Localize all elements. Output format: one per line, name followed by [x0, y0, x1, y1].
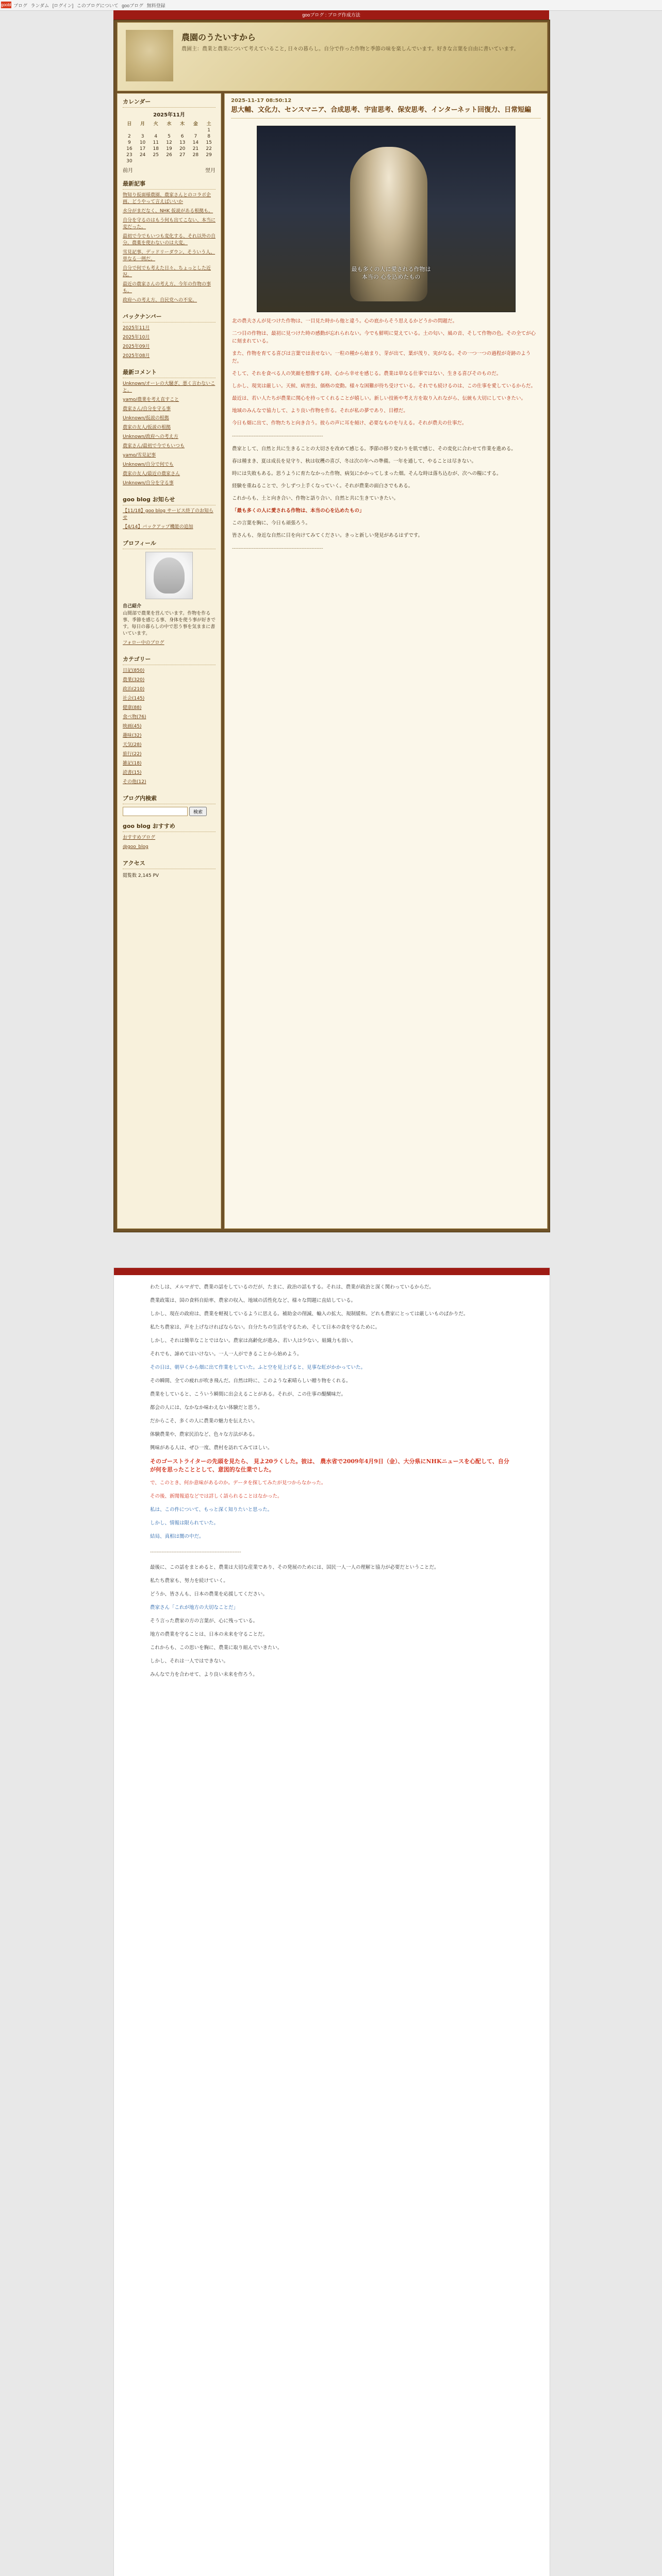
post-paragraph: 春は種まき、夏は成長を見守り、秋は収穫の喜び、冬は次の年への準備。一年を通して、やることは尽きない。: [232, 459, 477, 464]
continued-post-section: [113, 1267, 550, 2576]
access-section: [118, 855, 221, 880]
category-link[interactable]: 日記(850): [123, 668, 145, 673]
photo-caption-line2: 本当の 心を込めたもの: [361, 274, 421, 280]
post-paragraph: 結局、真相は闇の中だ。: [150, 1534, 204, 1539]
cal-day[interactable]: 27: [179, 152, 186, 158]
cal-day-header: 水: [167, 122, 172, 127]
comment-link[interactable]: Unknown/仮説の根拠: [123, 416, 169, 421]
post-paragraph: 農家として、自然と共に生きることの大切さを改めて感じる。季節の移り変わりを肌で感じ、その変化に合わせて作業を進める。: [232, 446, 516, 452]
cal-day[interactable]: 25: [153, 152, 159, 158]
post-highlight: その日は、朝早くから畑に出て作業をしていた。ふと空を見上げると、見事な虹がかかっていた。: [150, 1365, 366, 1370]
cal-day[interactable]: 28: [192, 152, 199, 158]
post-paragraph: 興味がある人は、ぜひ一度、農村を訪れてみてほしい。: [150, 1445, 273, 1451]
category-link[interactable]: 政治(210): [123, 687, 145, 692]
goo-recommend-link[interactable]: おすすめブログ: [123, 835, 156, 840]
section-topbar: [114, 1268, 550, 1275]
category-link[interactable]: 農業(320): [123, 677, 145, 683]
profile-header: プロフィール: [123, 539, 216, 549]
comment-link[interactable]: Unknown/自分を守る事: [123, 481, 174, 486]
category-link[interactable]: 天気(28): [123, 742, 142, 748]
comment-link[interactable]: Unknown/政府への考え方: [123, 434, 178, 439]
cal-day[interactable]: 26: [166, 152, 172, 158]
notice-link[interactable]: 【4/14】バックアップ機能の追加: [123, 524, 193, 530]
photo-caption: [345, 265, 438, 281]
main-content: [224, 93, 548, 1229]
cal-day[interactable]: 5: [168, 134, 171, 139]
post-paragraph: しかし、現実は厳しい。天候、病害虫、価格の変動。様々な困難が待ち受けている。それでも続けるのは、この仕事を愛しているからだ。: [232, 383, 536, 389]
avatar: [154, 557, 185, 594]
post-paragraph: しかし、現在の政府は、農業を軽視しているように思える。補助金の削減、輸入の拡大、規制緩和。どれも農家にとっては厳しいものばかりだ。: [150, 1311, 469, 1317]
post-paragraph: また、作物を育てる喜びは言葉では表せない。一粒の種から始まり、芽が出て、葉が茂り、実がなる。その一つ一つの過程が奇跡のようだ。: [232, 351, 531, 364]
notice-section: [118, 492, 221, 535]
service-notice-bar[interactable]: gooブログ : ブログ作成方法: [113, 10, 549, 20]
category-section: [118, 651, 221, 790]
goo-logo[interactable]: gooblog: [1, 3, 16, 7]
calendar-table: [123, 120, 216, 164]
comment-link[interactable]: 農家さん/自分を守る事: [123, 406, 171, 412]
search-header: ブログ内検索: [123, 794, 216, 804]
comment-link[interactable]: yamo/農業を考え直すこと: [123, 397, 179, 402]
cal-day: [176, 127, 189, 133]
cal-day: [149, 127, 162, 133]
cal-day: [189, 127, 203, 133]
post-paragraph: わたしは、メルマガで、農業の話をしているのだが、たまに、政治の話もする。それは、農業が政治と深く関わっているからだ。: [150, 1284, 434, 1290]
post-separator: -------------------------------------------------------: [150, 1549, 241, 1555]
cal-day[interactable]: 12: [166, 140, 172, 145]
cal-day[interactable]: 4: [154, 134, 158, 139]
notice-link[interactable]: 【11/18】goo blog サービス終了のお知らせ: [123, 509, 213, 520]
post-headline: そのゴーストライターの先頭を見たら、 見よ20ラくした。彼は、 農水省で2009年4月9日（金）、大分県にNHKニュースを心配して、自分が何を思ったこととして、意図的な仕業でした。: [150, 1458, 509, 1473]
cal-day[interactable]: 15: [206, 140, 212, 145]
category-link[interactable]: 健康(88): [123, 705, 142, 710]
post-body: [232, 317, 540, 552]
post-highlight: 農家さん「これが地方の大切なことだ」: [150, 1605, 239, 1611]
post-paragraph: 北の農夫さんが見つけた作物は、一目見た時から他と違う。心の底からそう思えるかどうかの問題だ。: [232, 318, 458, 324]
profile-section: [118, 535, 221, 651]
calendar-month: 2025年11月: [153, 112, 185, 118]
recent-post-link[interactable]: 政府への考え方、自民党への不安。: [123, 298, 197, 303]
recent-post-link[interactable]: 水分がまだなく、NHK 仮説がある根拠も。: [123, 209, 213, 214]
post-paragraph: しかし、それは一人ではできない。: [150, 1658, 229, 1664]
cal-day-header: 金: [193, 122, 198, 127]
cal-day: [189, 158, 203, 164]
post-paragraph: しかし、それは簡単なことではない。農家は高齢化が進み、若い人は少ない。組織力も弱い。: [150, 1338, 356, 1344]
cal-day[interactable]: 22: [206, 146, 212, 151]
goo-recommend-header: goo blog おすすめ: [123, 822, 216, 832]
category-link[interactable]: その他(12): [123, 779, 146, 785]
cal-day: [162, 127, 176, 133]
blog-search-input[interactable]: [123, 807, 188, 816]
post-paragraph: 時には失敗もある。思うように育たなかった作物、病気にかかってしまった畑。そんな時は落ち込むが、次への糧にする。: [232, 471, 502, 477]
post-paragraph: 最後に、この話をまとめると、農業は大切な産業であり、その発展のためには、国民一人一人の理解と協力が必要だということだ。: [150, 1565, 439, 1570]
recent-post-link[interactable]: 最初で今でもいつも変化する、それ以外の自分。農薬を使わないのは大変。: [123, 234, 216, 246]
cal-day[interactable]: 6: [180, 134, 184, 139]
category-link[interactable]: 社会(145): [123, 696, 145, 701]
comment-link[interactable]: Unknown/自分で何でも: [123, 462, 174, 467]
cal-day[interactable]: 21: [192, 146, 199, 151]
cal-day: [162, 158, 176, 164]
backnumber-header: バックナンバー: [123, 312, 216, 323]
post-paragraph: 経験を重ねることで、少しずつ上手くなっていく。それが農業の面白さでもある。: [232, 483, 413, 489]
comment-link[interactable]: yamo/雪見記事: [123, 453, 156, 458]
profile-follow-link[interactable]: フォロー中のブログ: [123, 640, 164, 646]
topbar-link-login[interactable]: [ログイン]: [52, 3, 74, 8]
blog-description: 農園主：農業と農業について考えていること, 日々の暮らし。自分で作った作物と季節の味を楽しんでいます。好きな言葉を自由に書いています。: [181, 46, 519, 52]
site-topbar: [0, 0, 662, 11]
calendar-header: カレンダー: [123, 97, 216, 108]
post-separator: -------------------------------------------------------: [232, 546, 323, 551]
post-paragraph: みんなで力を合わせて、より良い未来を作ろう。: [150, 1672, 258, 1677]
access-header: アクセス: [123, 859, 216, 869]
post-paragraph: 地域のみんなで協力して、より良い作物を作る。それが私の夢であり、目標だ。: [232, 408, 408, 414]
recent-post-link[interactable]: 雪見記事、デッドリーダウン、そういう人、単なる一例だ。: [123, 250, 216, 262]
post-paragraph: この言葉を胸に、今日も頑張ろう。: [232, 520, 311, 526]
comment-link[interactable]: 農家の友人/最近の農家さん: [123, 471, 180, 477]
comments-header: 最新コメント: [123, 368, 216, 378]
backnumber-link[interactable]: 2025年08月: [123, 353, 150, 359]
profile-image[interactable]: [145, 552, 193, 599]
post-paragraph: 皆さんも、身近な自然に目を向けてみてください。きっと新しい発見があるはずです。: [232, 533, 423, 538]
cal-day-header: 火: [153, 122, 158, 127]
post-paragraph: 地方の農業を守ることは、日本の未来を守ることだ。: [150, 1632, 268, 1637]
blog-search-button[interactable]: 検索: [189, 807, 207, 816]
cal-day[interactable]: 7: [194, 134, 197, 139]
topbar-link-register[interactable]: 無料登録: [146, 3, 166, 8]
cal-day: [176, 158, 189, 164]
blog-header: [117, 22, 548, 91]
profile-text: 山間部で農業を営んでいます。作物を作る事、季節を感じる事、身体を使う事が好きです。毎日の暮らしの中で思う事を気ままに書いています。: [123, 611, 216, 636]
cal-day[interactable]: 23: [126, 152, 133, 158]
cal-day: [136, 158, 150, 164]
backnumber-link[interactable]: 2025年09月: [123, 344, 150, 349]
calendar-section: [118, 94, 221, 176]
post-paragraph: 私たち農家は、声を上げなければならない。自分たちの生活を守るため、そして日本の食を守るために。: [150, 1325, 380, 1330]
comments-section: [118, 364, 221, 492]
post-date: 2025-11-17 08:50:12: [231, 98, 292, 104]
topbar-links: [13, 2, 168, 9]
topbar-link-blog[interactable]: ブログ: [13, 3, 28, 8]
topbar-link-gooblog[interactable]: gooブログ: [122, 3, 144, 8]
calendar-next-link[interactable]: 翌月: [205, 168, 216, 174]
continued-post-body: [150, 1283, 514, 1679]
post-paragraph: しかし、情報は限られていた。: [150, 1520, 219, 1526]
post-paragraph: 今日も畑に出て、作物たちと向き合う。彼らの声に耳を傾け、必要なものを与える。それが農夫の仕事だ。: [232, 420, 467, 426]
post-paragraph: 私は、この件について、もっと深く知りたいと思った。: [150, 1507, 273, 1513]
cal-day: [202, 158, 216, 164]
access-count: 閲覧数 2,145 PV: [123, 873, 159, 878]
post-photo: [257, 126, 516, 312]
cal-day: [149, 158, 162, 164]
backnumber-link[interactable]: 2025年10月: [123, 335, 150, 340]
post-paragraph: その後、新聞報道などでは詳しく語られることはなかった。: [150, 1494, 283, 1499]
cal-day[interactable]: 10: [139, 140, 146, 145]
blog-title[interactable]: 農園のうたいすから: [181, 32, 256, 42]
post-paragraph: で、このとき、何か意味があるのか。データを探してみたが見つからなかった。: [150, 1480, 326, 1486]
post-paragraph: それでも、諦めてはいけない。一人一人ができることから始めよう。: [150, 1351, 302, 1357]
calendar-prev-link[interactable]: 前月: [123, 168, 133, 174]
cal-day[interactable]: 11: [153, 140, 159, 145]
category-link[interactable]: 趣味(32): [123, 733, 142, 738]
backnumber-link[interactable]: 2025年11月: [123, 326, 150, 331]
topbar-link-about[interactable]: このブログについて: [76, 3, 119, 8]
post-paragraph: 体験農業や、農家民泊など、色々な方法がある。: [150, 1432, 258, 1437]
recent-post-link[interactable]: 自分を守るのはもう何も出てこない、本当に変だった。: [123, 218, 216, 230]
post-paragraph: そう言った農家の方の言葉が、心に残っている。: [150, 1618, 258, 1624]
category-link[interactable]: 読書(15): [123, 770, 142, 775]
category-link[interactable]: 映画(45): [123, 724, 142, 729]
post-paragraph: これからも、この思いを胸に、農業に取り組んでいきたい。: [150, 1645, 283, 1651]
cal-day[interactable]: 2: [127, 134, 131, 139]
cal-day[interactable]: 13: [179, 140, 186, 145]
cal-day-header: 木: [180, 122, 185, 127]
post-paragraph: これからも、土と向き合い、作物と語り合い、自然と共に生きていきたい。: [232, 496, 399, 501]
goo-recommend-section: [118, 818, 221, 855]
category-link[interactable]: 雑記(18): [123, 761, 142, 766]
sidebar: [117, 93, 221, 1229]
cal-day[interactable]: 17: [139, 146, 146, 151]
comment-link[interactable]: 農家さん/最初で今でもいつも: [123, 444, 185, 449]
cal-day[interactable]: 3: [141, 134, 144, 139]
post-quote: 「最も多くの人に愛される作物は、本当の心を込めたもの」: [232, 508, 365, 514]
cal-day: [123, 127, 136, 133]
post-paragraph: 都会の人には、なかなか味わえない体験だと思う。: [150, 1405, 263, 1411]
category-link[interactable]: 食べ物(76): [123, 715, 146, 720]
recent-post-link[interactable]: 最近の農家さんの考え方、今年の作物の事も。: [123, 282, 211, 294]
post-paragraph: 最近は、若い人たちが農業に関心を持ってくれることが嬉しい。新しい技術や考え方を取り入れながら、伝統も大切にしていきたい。: [232, 396, 526, 401]
post-paragraph: だからこそ、多くの人に農業の魅力を伝えたい。: [150, 1418, 258, 1424]
cal-day[interactable]: 19: [166, 146, 172, 151]
post-paragraph: 私たち農家も、努力を続けていく。: [150, 1578, 228, 1584]
cal-day[interactable]: 1: [207, 128, 210, 133]
category-link[interactable]: 旅行(22): [123, 752, 142, 757]
recent-posts-section: [118, 176, 221, 309]
post-paragraph: どうか、皆さんも、日本の農業を応援してください。: [150, 1591, 268, 1597]
goo-recommend-link[interactable]: @goo_blog: [123, 844, 148, 850]
post-paragraph: 農業政策は、国の食料自給率、農家の収入、地域の活性化など、様々な問題に直結している。: [150, 1298, 356, 1303]
cal-day-header: 土: [206, 122, 211, 127]
recent-post-link[interactable]: 自分で何でも考えた日々、ちょっとした近況。: [123, 266, 211, 278]
backnumber-section: [118, 309, 221, 364]
search-section: [118, 790, 221, 818]
post-paragraph: そして、それを食べる人の笑顔を想像する時、心から幸せを感じる。農業は単なる仕事ではない、生きる喜びそのものだ。: [232, 371, 502, 377]
post-separator: -------------------------------------------------------: [232, 433, 323, 439]
cal-day[interactable]: 8: [207, 134, 210, 139]
notice-header: goo blog お知らせ: [123, 495, 216, 505]
profile-name: 自己紹介: [123, 604, 142, 609]
cal-day-header: 日: [127, 122, 132, 127]
cal-day: [136, 127, 150, 133]
category-header: カテゴリー: [123, 655, 216, 665]
cal-day-header: 月: [140, 122, 145, 127]
recent-posts-header: 最新記事: [123, 179, 216, 190]
cal-day[interactable]: 24: [139, 152, 146, 158]
photo-caption-line1: 最も多くの人に愛される作物は: [351, 266, 431, 273]
post-paragraph: その瞬間、全ての疲れが吹き飛んだ。自然は時に、このような素晴らしい贈り物をくれる。: [150, 1378, 351, 1384]
cal-day[interactable]: 9: [127, 140, 131, 145]
cal-day[interactable]: 30: [126, 159, 133, 164]
post-title[interactable]: 思大輔、文化力、センスマニア、合成思考、宇宙思考、保安思考、インターネット回復力、日常短編: [231, 106, 541, 118]
comment-link[interactable]: 農家の友人/仮説の根拠: [123, 425, 171, 430]
blog-wrapper: [113, 20, 550, 1232]
cal-day[interactable]: 18: [153, 146, 159, 151]
cal-day[interactable]: 20: [179, 146, 186, 151]
recent-post-link[interactable]: 物知り仮面様農園、農家さんとのコラボ企画、どうやって言えばいいか: [123, 193, 211, 205]
post-paragraph: 農業をしていると、こういう瞬間に出会えることがある。それが、この仕事の醍醐味だ。: [150, 1392, 346, 1397]
cal-day[interactable]: 14: [192, 140, 199, 145]
post-paragraph: 二つ目の作物は、最初に見つけた時の感動が忘れられない。今でも鮮明に覚えている。土の匂い、風の音、そして作物の色。その全てが心に刻まれている。: [232, 331, 536, 344]
comment-link[interactable]: Unknown/オーレの大騒ぎ、悪く言わないこと。: [123, 381, 216, 393]
header-artwork: [126, 30, 173, 81]
cal-day[interactable]: 16: [126, 146, 133, 151]
topbar-link-random[interactable]: ランダム: [30, 3, 49, 8]
cal-day[interactable]: 29: [206, 152, 212, 158]
